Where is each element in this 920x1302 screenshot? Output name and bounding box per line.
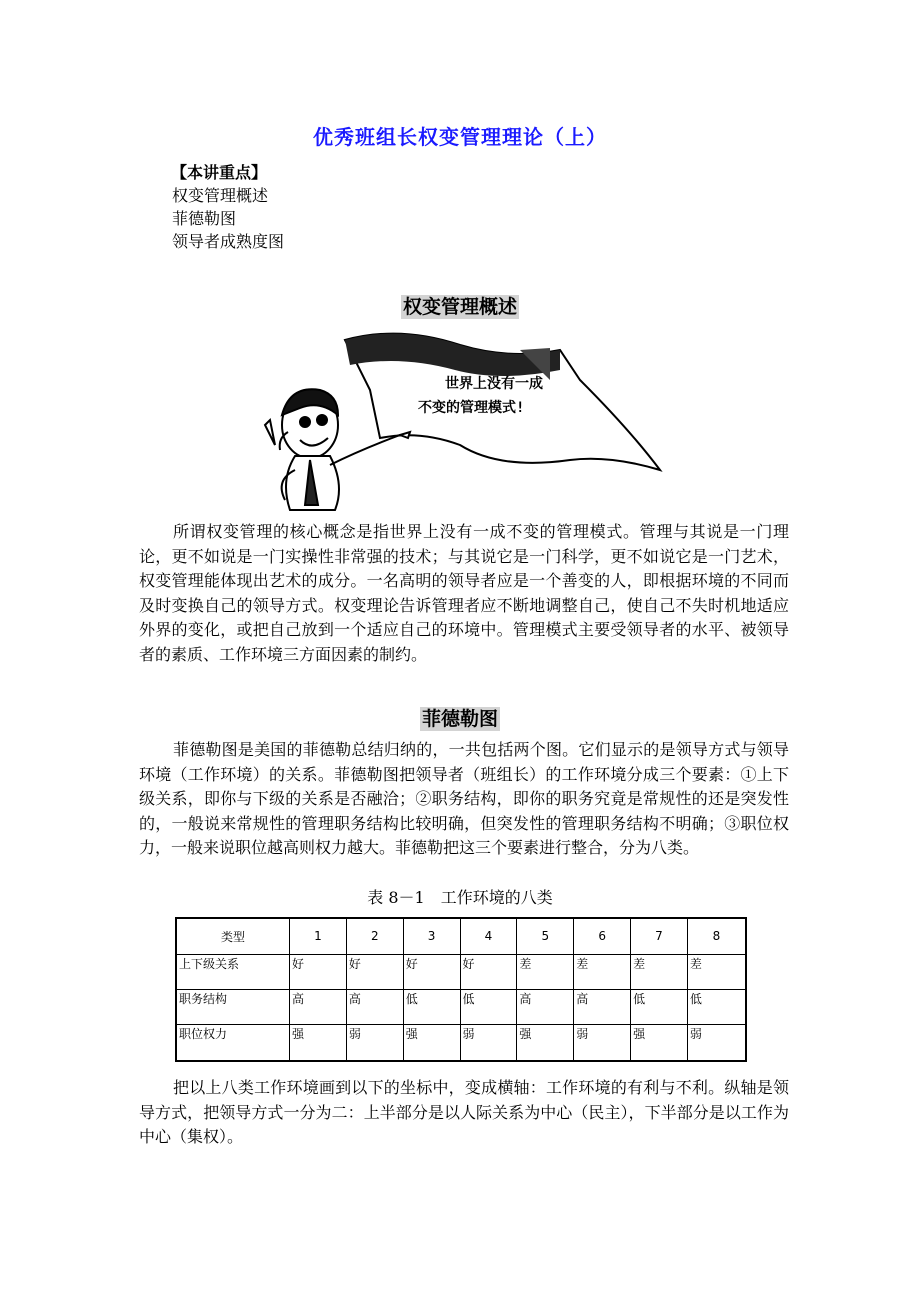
table-header-cell: 5 (517, 918, 574, 954)
table-cell: 上下级关系 (176, 954, 290, 989)
table-header-cell: 3 (403, 918, 460, 954)
table-cell: 强 (403, 1025, 460, 1061)
table-header-cell: 7 (631, 918, 688, 954)
fiedler-paragraph: 菲德勒图是美国的菲德勒总结归纳的，一共包括两个图。它们显示的是领导方式与领导环境（工作环境）的关系。菲德勒图把领导者（班组长）的工作环境分成三个要素：①上下级关系，即你与下级的关系是否融洽；②职务结构，即你的职务究竟是常规性的还是突发性的，一般说来常规性的管理职务结构比较明确，但突发性的管理职务结构不明确；③职位权力，一般来说职位越高则权力越大。菲德勒把这三个要素进行整合，分为八类。 (139, 740, 789, 857)
table-header-cell: 1 (290, 918, 347, 954)
cartoon-illustration (250, 320, 670, 520)
table-cell: 强 (631, 1025, 688, 1061)
key-points-list (172, 184, 284, 253)
table-header-cell: 8 (687, 918, 746, 954)
key-points-heading: 【本讲重点】 (171, 163, 268, 182)
table-cell: 好 (460, 954, 517, 989)
banner-text-line2: 不变的管理模式! (418, 400, 525, 416)
table-header-cell: 6 (574, 918, 631, 954)
section-heading-overview: 权变管理概述 (402, 296, 517, 318)
table-cell: 低 (460, 989, 517, 1024)
document-title: 优秀班组长权变管理理论（上） (313, 125, 607, 149)
table-cell: 强 (290, 1025, 347, 1061)
table-cell: 高 (346, 989, 403, 1024)
table-header-cell: 2 (346, 918, 403, 954)
table-cell: 好 (290, 954, 347, 989)
table-row (176, 954, 746, 989)
table-cell: 弱 (687, 1025, 746, 1061)
table-cell: 高 (290, 989, 347, 1024)
work-environment-table (175, 917, 747, 1062)
table-header-cell: 类型 (176, 918, 290, 954)
table-cell: 弱 (574, 1025, 631, 1061)
key-point-item: 菲德勒图 (172, 209, 237, 228)
table-cell: 高 (574, 989, 631, 1024)
axis-description-paragraph: 把以上八类工作环境画到以下的坐标中，变成横轴：工作环境的有利与不利。纵轴是领导方式，把领导方式一分为二：上半部分是以人际关系为中心（民主），下半部分是以工作为中心（集权）。 (139, 1078, 789, 1146)
table-row (176, 989, 746, 1024)
table-cell: 低 (687, 989, 746, 1024)
table-row (176, 1025, 746, 1061)
table-header-cell: 4 (460, 918, 517, 954)
table-cell: 差 (574, 954, 631, 989)
banner-text-line1: 世界上没有一成 (445, 376, 543, 392)
table-cell: 好 (346, 954, 403, 989)
table-cell: 高 (517, 989, 574, 1024)
table-cell: 低 (403, 989, 460, 1024)
table-cell: 低 (631, 989, 688, 1024)
table-cell: 职务结构 (176, 989, 290, 1024)
table-cell: 差 (517, 954, 574, 989)
table-cell: 差 (631, 954, 688, 989)
key-point-item: 领导者成熟度图 (172, 232, 285, 251)
table-caption: 表 8－1 工作环境的八类 (367, 888, 553, 907)
table-cell: 弱 (346, 1025, 403, 1061)
section-heading-fiedler: 菲德勒图 (421, 708, 498, 730)
table-cell: 好 (403, 954, 460, 989)
table-cell: 差 (687, 954, 746, 989)
table-cell: 职位权力 (176, 1025, 290, 1061)
table-cell: 强 (517, 1025, 574, 1061)
table-cell: 弱 (460, 1025, 517, 1061)
key-point-item: 权变管理概述 (172, 186, 269, 205)
table-header-row (176, 918, 746, 954)
overview-paragraph: 所谓权变管理的核心概念是指世界上没有一成不变的管理模式。管理与其说是一门理论，更不如说是一门实操性非常强的技术；与其说它是一门科学，更不如说它是一门艺术，权变管理能体现出艺术的成分。一名高明的领导者应是一个善变的人，即根据环境的不同而及时变换自己的领导方式。权变理论告诉管理者应不断地调整自己，使自己不失时机地适应外界的变化，或把自己放到一个适应自己的环境中。管理模式主要受领导者的水平、被领导者的素质、工作环境三方面因素的制约。 (139, 522, 789, 664)
